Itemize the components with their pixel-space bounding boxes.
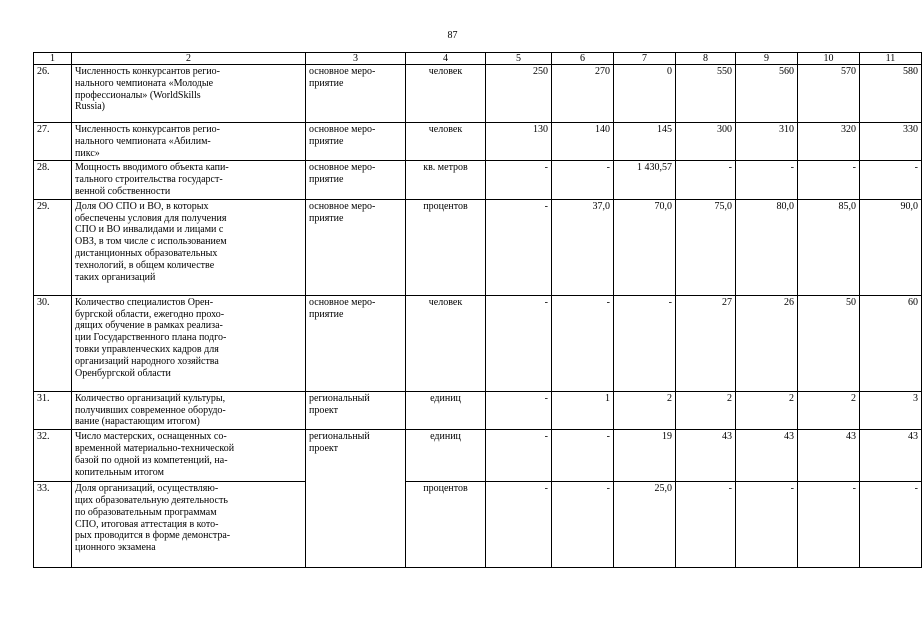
value-cell: -	[676, 161, 736, 199]
indicators-table	[33, 52, 922, 568]
table-row	[34, 391, 922, 429]
value-cell: -	[486, 430, 552, 482]
value-cell: 130	[486, 123, 552, 161]
value-cell: 1	[552, 391, 614, 429]
value-cell: 320	[798, 123, 860, 161]
value-cell: 50	[798, 295, 860, 391]
row-number: 32.	[34, 430, 72, 482]
row-number: 31.	[34, 391, 72, 429]
value-cell: 80,0	[736, 199, 798, 295]
value-cell: 1 430,57	[614, 161, 676, 199]
page-number: 87	[447, 30, 458, 41]
value-cell: -	[552, 430, 614, 482]
indicator-name: Количество организаций культуры, получивших современное оборудо- вание (нарастающим итогом)	[72, 391, 306, 429]
value-cell: 43	[798, 430, 860, 482]
value-cell: 43	[736, 430, 798, 482]
value-cell: 60	[860, 295, 922, 391]
indicator-name: Численность конкурсантов регио- нального чемпионата «Абилим- пикс»	[72, 123, 306, 161]
value-cell: 330	[860, 123, 922, 161]
value-cell: 70,0	[614, 199, 676, 295]
event-type: основное меро- приятие	[306, 123, 406, 161]
value-cell: 26	[736, 295, 798, 391]
event-type: основное меро- приятие	[306, 295, 406, 391]
value-cell: 75,0	[676, 199, 736, 295]
value-cell: 310	[736, 123, 798, 161]
value-cell: -	[486, 161, 552, 199]
value-cell: -	[552, 482, 614, 568]
value-cell: -	[676, 482, 736, 568]
value-cell: -	[614, 295, 676, 391]
unit-of-measure: процентов	[406, 199, 486, 295]
unit-of-measure: единиц	[406, 430, 486, 482]
column-header: 11	[860, 53, 922, 65]
value-cell: -	[860, 161, 922, 199]
value-cell: -	[798, 161, 860, 199]
value-cell: 250	[486, 65, 552, 123]
row-number: 27.	[34, 123, 72, 161]
column-header: 2	[72, 53, 306, 65]
value-cell: -	[486, 482, 552, 568]
value-cell: -	[486, 199, 552, 295]
event-type: региональный проект	[306, 391, 406, 429]
column-header: 3	[306, 53, 406, 65]
column-header: 9	[736, 53, 798, 65]
unit-of-measure: человек	[406, 65, 486, 123]
value-cell: 27	[676, 295, 736, 391]
value-cell: -	[486, 391, 552, 429]
row-number: 30.	[34, 295, 72, 391]
value-cell: 3	[860, 391, 922, 429]
value-cell: 0	[614, 65, 676, 123]
value-cell: 270	[552, 65, 614, 123]
value-cell: 570	[798, 65, 860, 123]
indicator-name: Мощность вводимого объекта капи- тального строительства государст- венной собственности	[72, 161, 306, 199]
value-cell: 2	[676, 391, 736, 429]
column-header: 4	[406, 53, 486, 65]
table-row	[34, 199, 922, 295]
value-cell: -	[860, 482, 922, 568]
table-row	[34, 295, 922, 391]
value-cell: 25,0	[614, 482, 676, 568]
value-cell: 2	[614, 391, 676, 429]
unit-of-measure: единиц	[406, 391, 486, 429]
indicator-name: Количество специалистов Орен- бургской области, ежегодно прохо- дящих обучение в рамках реализа- ции Государственного плана подго- товки управленческих кадров для организаций народного хозяйства Оренбургской области	[72, 295, 306, 391]
value-cell: -	[798, 482, 860, 568]
value-cell: -	[736, 161, 798, 199]
table-header-row	[34, 53, 922, 65]
column-header: 5	[486, 53, 552, 65]
value-cell: 580	[860, 65, 922, 123]
indicator-name: Доля ОО СПО и ВО, в которых обеспечены условия для получения СПО и ВО инвалидами и лицами с ОВЗ, в том числе с использованием дистанционных образовательных технологий, в общем количестве таких организаций	[72, 199, 306, 295]
table-row	[34, 161, 922, 199]
row-number: 29.	[34, 199, 72, 295]
event-type: основное меро- приятие	[306, 199, 406, 295]
event-type: основное меро- приятие	[306, 65, 406, 123]
value-cell: 37,0	[552, 199, 614, 295]
column-header: 1	[34, 53, 72, 65]
row-number: 28.	[34, 161, 72, 199]
value-cell: 43	[676, 430, 736, 482]
indicator-name: Число мастерских, оснащенных со- временной материально-технической базой по одной из компетенций, на- копительным итогом	[72, 430, 306, 482]
indicator-name: Численность конкурсантов регио- нального чемпионата «Молодые профессионалы» (WorldSkills Russia)	[72, 65, 306, 123]
event-type: основное меро- приятие	[306, 161, 406, 199]
value-cell: 550	[676, 65, 736, 123]
column-header: 10	[798, 53, 860, 65]
column-header: 7	[614, 53, 676, 65]
indicator-name: Доля организаций, осуществляю- щих образовательную деятельность по образовательным программам СПО, итоговая аттестация в кото- рых проводится в форме демонстра- ционного экзамена	[72, 482, 306, 568]
value-cell: -	[552, 295, 614, 391]
column-header: 8	[676, 53, 736, 65]
value-cell: -	[736, 482, 798, 568]
value-cell: -	[486, 295, 552, 391]
value-cell: 19	[614, 430, 676, 482]
table-row	[34, 430, 922, 482]
unit-of-measure: процентов	[406, 482, 486, 568]
value-cell: 145	[614, 123, 676, 161]
value-cell: 43	[860, 430, 922, 482]
value-cell: 2	[798, 391, 860, 429]
column-header: 6	[552, 53, 614, 65]
value-cell: 90,0	[860, 199, 922, 295]
event-type: региональный проект	[306, 430, 406, 568]
unit-of-measure: человек	[406, 295, 486, 391]
table-row	[34, 123, 922, 161]
value-cell: 560	[736, 65, 798, 123]
value-cell: 140	[552, 123, 614, 161]
row-number: 33.	[34, 482, 72, 568]
unit-of-measure: кв. метров	[406, 161, 486, 199]
value-cell: 300	[676, 123, 736, 161]
value-cell: -	[552, 161, 614, 199]
value-cell: 2	[736, 391, 798, 429]
table-row	[34, 482, 922, 568]
unit-of-measure: человек	[406, 123, 486, 161]
row-number: 26.	[34, 65, 72, 123]
table-row	[34, 65, 922, 123]
value-cell: 85,0	[798, 199, 860, 295]
